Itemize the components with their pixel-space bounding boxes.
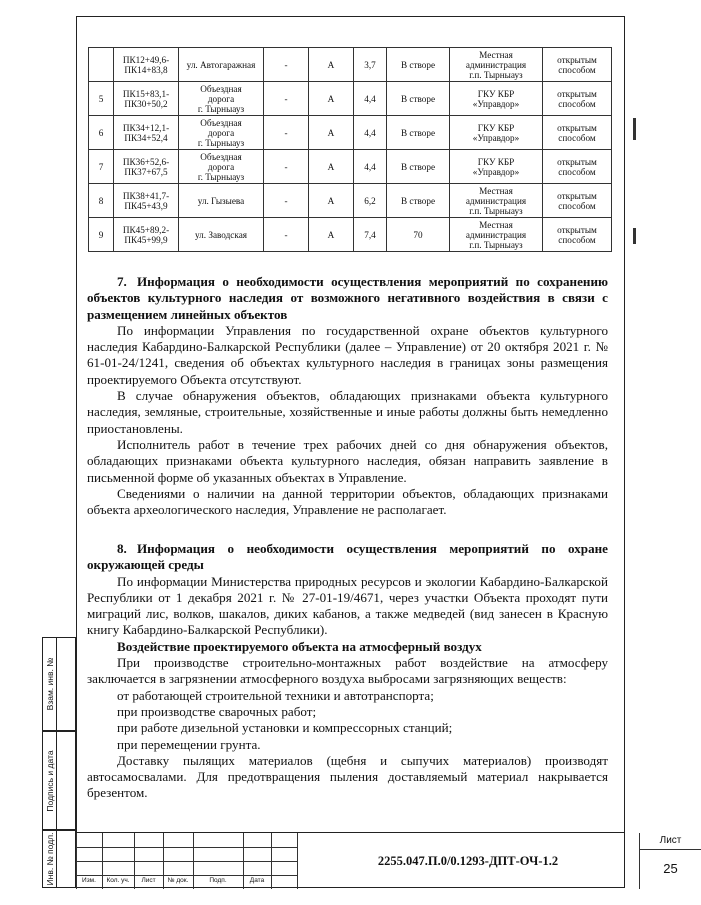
scan-edge-mark [633,118,636,140]
cell-row-number: 7 [89,150,114,184]
cell-placement: 70 [387,218,450,252]
cell-owner: Местная администрация г.п. Тырныауз [450,218,543,252]
list-item: при производстве сварочных работ; [117,703,317,719]
tb-header: Подп. [209,877,227,884]
table-row [89,184,612,218]
section-7-paragraph: Исполнитель работ в течение трех рабочих дней со дня обнаружения объектов, обладающих признаками объекта культурного наследия, обязан направить заявление в письменной форме об указанных объектах в Управление. [87,436,608,485]
cell-method: открытым способом [543,218,612,252]
cell-street-name: Объездная дорога г. Тырныауз [179,82,264,116]
cell-dash-cell: - [264,82,309,116]
stamp-signature-date [42,731,76,830]
tb-header: Кол. уч. [106,877,130,884]
cell-pk-range: ПК45+89,2- ПК45+99,9 [114,218,179,252]
cell-pk-range: ПК38+41,7- ПК45+43,9 [114,184,179,218]
section-8-closing: Доставку пылящих материалов (щебня и сыпучих материалов) производят автосамосвалами. Для предотвращения пыления доставляемый материал накрывается брезентом. [87,752,608,801]
sheet-box [639,833,701,889]
cell-category: А [309,116,354,150]
cell-width-value: 4,4 [354,150,387,184]
cell-pk-range: ПК12+49,6- ПК14+83,8 [114,48,179,82]
cell-dash-cell: - [264,184,309,218]
section-8-subheading: Воздействие проектируемого объекта на атмосферный воздух [117,638,482,654]
title-block [76,832,682,888]
cell-street-name: ул. Гызыева [179,184,264,218]
cell-owner: Местная администрация г.п. Тырныауз [450,184,543,218]
stamp-vzam-inv [42,637,76,731]
cell-placement: В створе [387,150,450,184]
section-7-paragraph: В случае обнаружения объектов, обладающих признаками объекта культурного наследия, земляные, строительные, хозяйственные и иные работы должны быть немедленно приостановлены. [87,388,608,436]
cell-row-number: 8 [89,184,114,218]
table-row [89,218,612,252]
cell-width-value: 3,7 [354,48,387,82]
tb-header: Дата [249,877,265,884]
cell-owner: ГКУ КБР «Управдор» [450,82,543,116]
table-row [89,82,612,116]
cell-owner: Местная администрация г.п. Тырныауз [450,48,543,82]
list-item: при работе дизельной установки и компрессорных станций; [117,720,453,736]
cell-category: А [309,218,354,252]
sheet-number: 25 [663,861,678,876]
section-8-number: 8. [117,541,127,556]
cell-placement: В створе [387,184,450,218]
cell-row-number: 5 [89,82,114,116]
stamp-inv-podl [42,830,76,888]
cell-street-name: Объездная дорога г. Тырныауз [179,150,264,184]
cell-pk-range: ПК15+83,1- ПК30+50,2 [114,82,179,116]
section-8-heading [87,541,608,574]
section-8 [87,541,608,802]
section-7-number: 7. [117,274,127,289]
cell-street-name: Объездная дорога г. Тырныауз [179,116,264,150]
stamp-vzam-label: Взам. инв. № [44,657,55,711]
cell-method: открытым способом [543,116,612,150]
table-row [89,116,612,150]
cell-dash-cell: - [264,116,309,150]
stamp-signature-label: Подпись и дата [44,749,55,812]
cell-row-number: 9 [89,218,114,252]
list-item: при перемещении грунта. [117,736,261,752]
cell-owner: ГКУ КБР «Управдор» [450,150,543,184]
crossings-table [88,47,612,252]
tb-header: Лист [141,877,156,884]
cell-width-value: 4,4 [354,116,387,150]
section-7-title: Информация о необходимости осуществления мероприятий по сохранению объектов культурного наследия от возможного негативного воздействия в связи с размещением линейных объектов [87,274,608,322]
cell-method: открытым способом [543,82,612,116]
section-8-paragraph: По информации Министерства природных ресурсов и экологии Кабардино-Балкарской Республики от 1 декабря 2021 г. № 27-01-19/4671, через участки Объекта проходят пути миграций лис, волков, шакалов, диких кабанов, а также медведей (вид занесен в Красную книгу Кабардино-Балкарской Республики). [87,573,608,638]
list-item: от работающей строительной техники и автотранспорта; [117,687,434,703]
stamp-inv-label: Инв. № подл. [44,832,55,886]
cell-width-value: 6,2 [354,184,387,218]
cell-placement: В створе [387,48,450,82]
cell-category: А [309,48,354,82]
cell-row-number [89,48,114,82]
cell-width-value: 4,4 [354,82,387,116]
cell-category: А [309,184,354,218]
cell-method: открытым способом [543,184,612,218]
cell-placement: В створе [387,82,450,116]
section-7 [87,274,608,518]
cell-street-name: ул. Автогаражная [179,48,264,82]
cell-pk-range: ПК34+12,1- ПК34+52,4 [114,116,179,150]
cell-owner: ГКУ КБР «Управдор» [450,116,543,150]
cell-dash-cell: - [264,48,309,82]
cell-category: А [309,150,354,184]
section-7-paragraph: Сведениями о наличии на данной территории объектов, обладающих признаками объекта археологического наследия, Управление не располагает. [87,485,608,518]
tb-header: № док. [167,877,189,884]
table-row [89,48,612,82]
cell-row-number: 6 [89,116,114,150]
cell-dash-cell: - [264,218,309,252]
cell-width-value: 7,4 [354,218,387,252]
cell-placement: В створе [387,116,450,150]
cell-pk-range: ПК36+52,6- ПК37+67,5 [114,150,179,184]
table-row [89,150,612,184]
section-8-intro: При производстве строительно-монтажных работ воздействие на атмосферу заключается в загрязнении атмосферного воздуха выбросами загрязняющих веществ: [87,655,608,687]
cell-method: открытым способом [543,150,612,184]
scan-edge-mark [633,228,636,244]
document-code: 2255.047.П.0/0.1293-ДПТ-ОЧ-1.2 [377,853,559,868]
tb-header: Изм. [82,877,96,884]
section-7-heading [87,274,608,323]
sheet-label: Лист [640,833,701,850]
cell-dash-cell: - [264,150,309,184]
cell-method: открытым способом [543,48,612,82]
cell-category: А [309,82,354,116]
section-7-paragraph: По информации Управления по государственной охране объектов культурного наследия Кабардино-Балкарской Республики (далее – Управление) от 20 октября 2021 г. № 61-01-24/1241, сведения об объектах культурного наследия в границах зоны размещения проектируемого Объекта отсутствуют. [87,322,608,387]
section-8-title: Информация о необходимости осуществления мероприятий по охране окружающей среды [87,541,608,573]
cell-street-name: ул. Заводская [179,218,264,252]
